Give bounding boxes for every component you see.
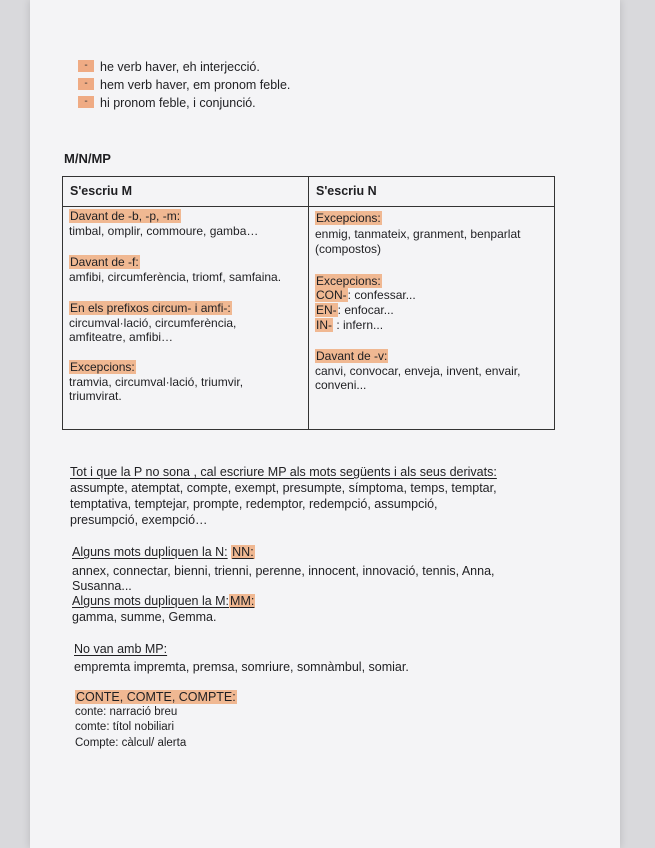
mp-note-line: assumpte, atemptat, compte, exempt, presumpte, símptoma, temps, temptar, (70, 481, 497, 495)
m-rule-b-label: Davant de -b, -p, -m: (70, 209, 181, 223)
col-n-header: S'escriu N (316, 184, 377, 198)
intro-item: hem verb haver, em pronom feble. (100, 78, 291, 92)
column-divider (308, 177, 309, 429)
m-rule-prefix-label: En els prefixos circum- i amfi-: (70, 301, 231, 315)
mm-heading: Alguns mots dupliquen la M:MM: (72, 594, 255, 608)
n-rule-v-line: canvi, convocar, enveja, invent, envair, (315, 364, 521, 378)
m-rule-prefix-line: amfiteatre, amfibi… (69, 330, 174, 344)
conte-line: conte: narració breu (75, 706, 178, 718)
header-divider (63, 206, 554, 207)
n-rule-v-label: Davant de -v: (316, 349, 388, 363)
conte-line: Compte: càlcul/ alerta (75, 737, 187, 749)
m-rule-f-label: Davant de -f: (70, 255, 139, 269)
bullet-marker: - (78, 96, 94, 108)
nn-line: annex, connectar, bienni, trienni, perenne, innocent, innovació, tennis, Anna, (72, 564, 495, 578)
m-exceptions-line: triumvirat. (69, 389, 122, 403)
section-title: M/N/MP (64, 151, 111, 166)
m-rule-b-text: timbal, omplir, commoure, gamba… (69, 224, 259, 238)
m-rule-prefix-line: circumval·lació, circumferència, (69, 316, 237, 330)
col-m-header: S'escriu M (70, 184, 133, 198)
no-mp-line: empremta impremta, premsa, somriure, somnàmbul, somiar. (74, 660, 409, 674)
mm-line: gamma, summe, Gemma. (72, 610, 217, 624)
nn-line: Susanna... (72, 579, 132, 593)
m-exceptions-label: Excepcions: (70, 360, 135, 374)
conte-line: comte: títol nobiliari (75, 721, 175, 733)
m-rule-f-text: amfibi, circumferència, triomf, samfaina. (69, 270, 282, 284)
bullet-marker: - (78, 78, 94, 90)
rules-table (62, 176, 555, 430)
n-prefix-en: EN-: enfocar... (316, 303, 394, 317)
intro-item: he verb haver, eh interjecció. (100, 60, 260, 74)
mp-note-heading: Tot i que la P no sona , cal escriure MP als mots següents i als seus derivats: (70, 465, 497, 479)
n-prefix-con: CON-: confessar... (316, 288, 416, 302)
bullet-marker: - (78, 60, 94, 72)
n-prefix-in: IN- : infern... (316, 318, 384, 332)
n-rule-v-line: conveni... (315, 378, 367, 392)
mp-note-line: presumpció, exempció… (70, 513, 208, 527)
n-exceptions2-label: Excepcions: (316, 274, 381, 288)
m-exceptions-line: tramvia, circumval·lació, triumvir, (69, 375, 244, 389)
no-mp-heading: No van amb MP: (74, 642, 168, 656)
n-exceptions-line: enmig, tanmateix, granment, benparlat (315, 227, 521, 241)
conte-heading: CONTE, COMTE, COMPTE: (76, 690, 236, 704)
mp-note-line: temptativa, temptejar, prompte, redemptor, redempció, assumpció, (70, 497, 438, 511)
n-exceptions-line: (compostos) (315, 242, 382, 256)
nn-heading: Alguns mots dupliquen la N: NN: (72, 545, 254, 559)
intro-item: hi pronom feble, i conjunció. (100, 96, 256, 110)
n-exceptions-label: Excepcions: (316, 211, 381, 225)
